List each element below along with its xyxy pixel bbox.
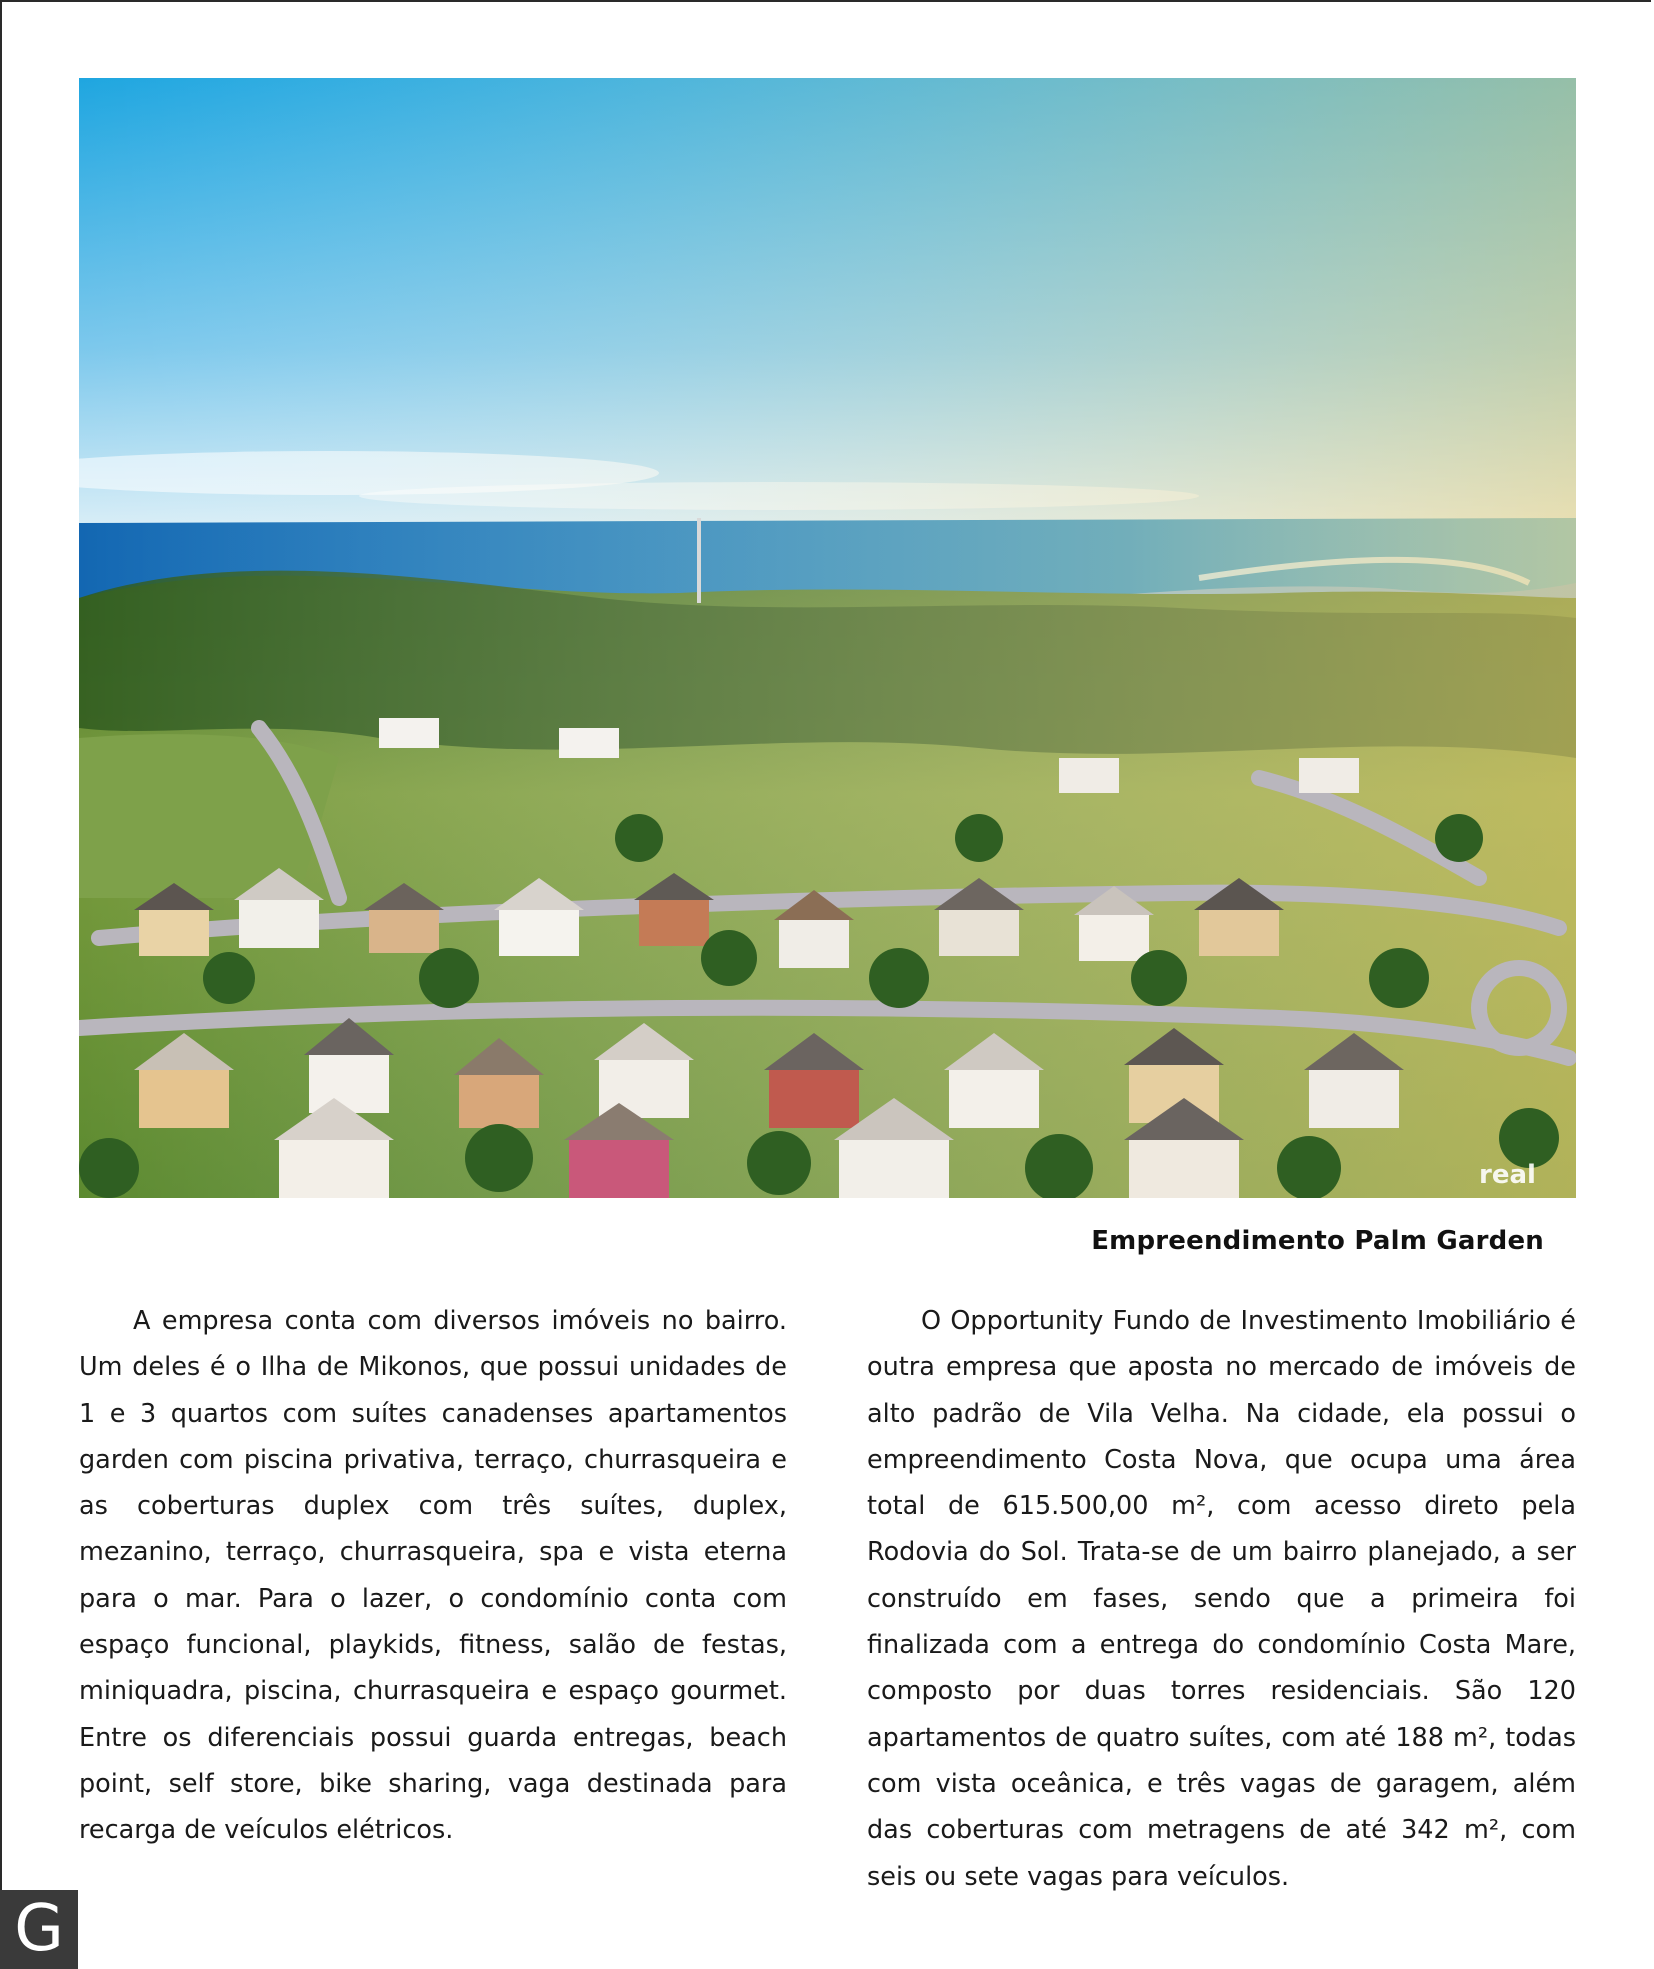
aerial-render-illustration	[79, 78, 1576, 1198]
left-paragraph: A empresa conta com diversos imóveis no bairro. Um deles é o Ilha de Mikonos, que possui unidades de 1 e 3 quartos com suítes canadenses apartamentos garden com piscina privativa, terraço, churrasqueira e as coberturas duplex com três suítes, duplex, mezanino, terraço, churrasqueira, spa e vista eterna para o mar. Para o lazer, o condomínio conta com espaço funcional, playkids, fitness, salão de festas, miniquadra, piscina, churrasqueira e espaço gourmet. Entre os diferenciais possui guarda entregas, beach point, self store, bike sharing, vaga destinada para recarga de veículos elétricos.	[79, 1306, 787, 1846]
magazine-logo: G	[0, 1890, 78, 1969]
watermark-text: real	[1479, 1160, 1536, 1190]
left-column	[79, 1298, 787, 1854]
right-column	[867, 1298, 1576, 1900]
photo-caption: Empreendimento Palm Garden	[1091, 1226, 1544, 1256]
development-photo	[79, 78, 1576, 1198]
right-paragraph: O Opportunity Fundo de Investimento Imobiliário é outra empresa que aposta no mercado de imóveis de alto padrão de Vila Velha. Na cidade, ela possui o empreendimento Costa Nova, que ocupa uma área total de 615.500,00 m², com acesso direto pela Rodovia do Sol. Trata-se de um bairro planejado, a ser construído em fases, sendo que a primeira foi finalizada com a entrega do condomínio Costa Mare, composto por duas torres residenciais. São 120 apartamentos de quatro suítes, com até 188 m², todas com vista oceânica, e três vagas de garagem, além das coberturas com metragens de até 342 m², com seis ou sete vagas para veículos.	[867, 1306, 1576, 1892]
